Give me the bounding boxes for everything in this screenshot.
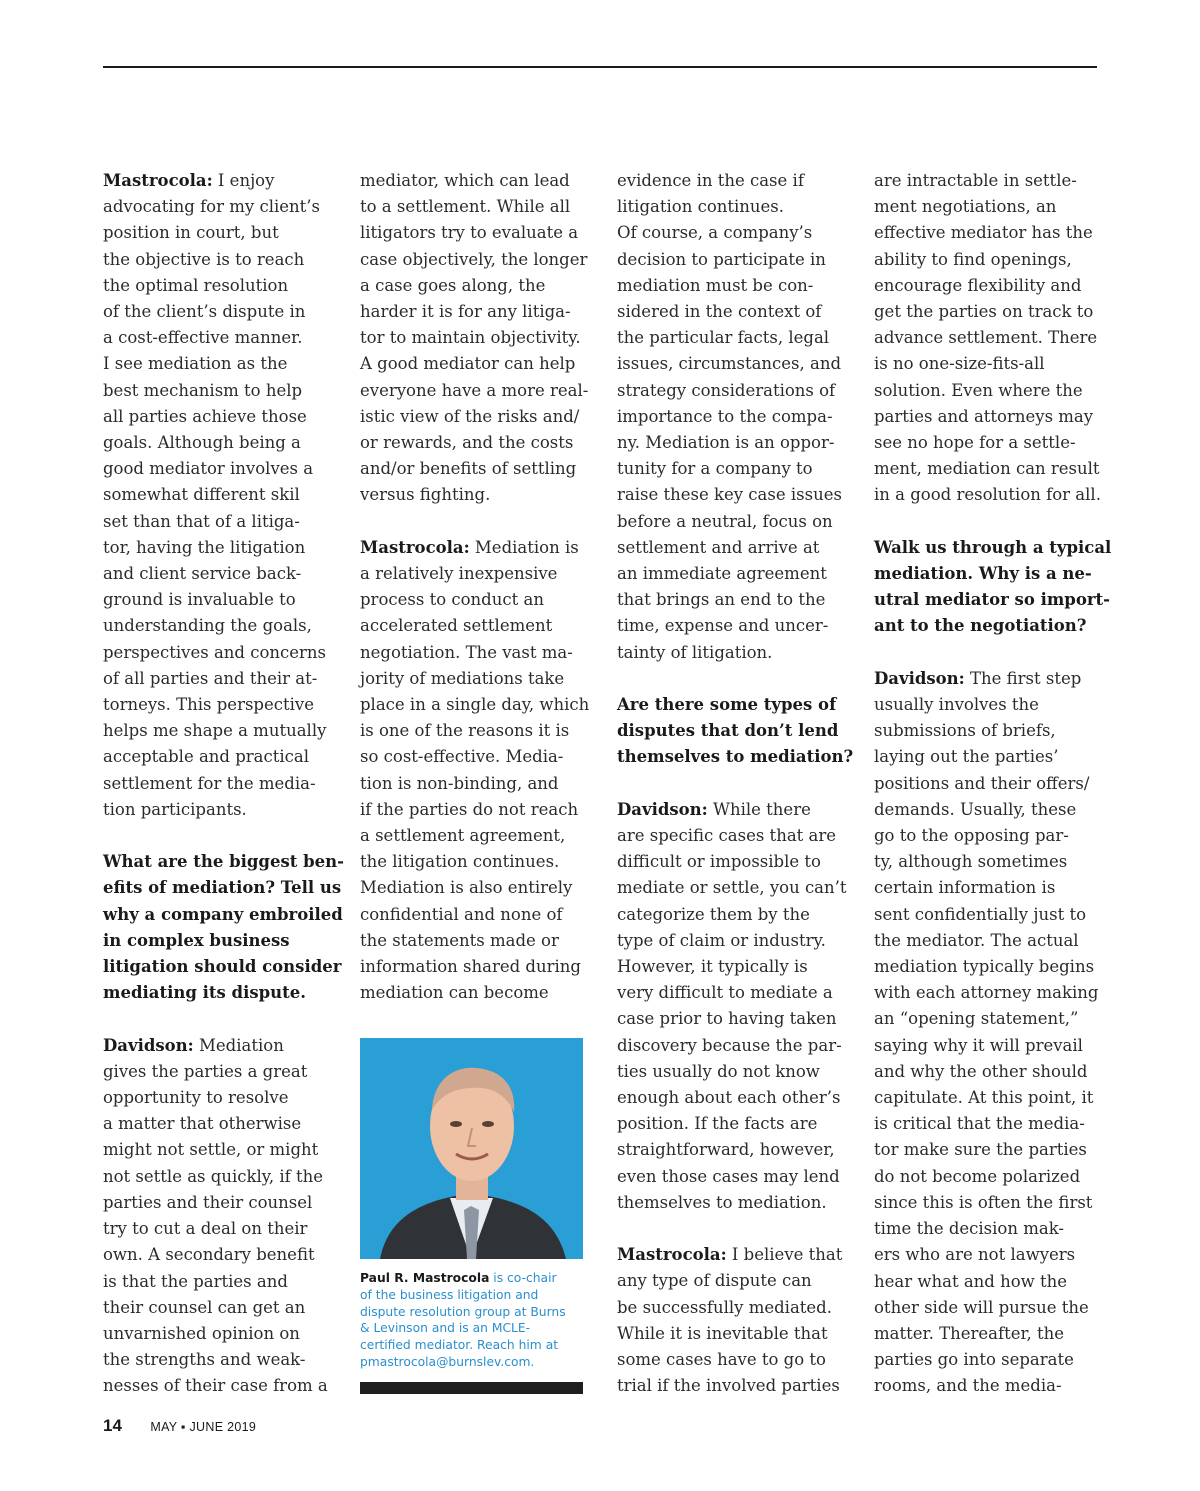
paragraph: Mastrocola: I believe that any type of dispute can be successfully mediated. While it is inevitable that some cases have to go to trial if the involved parties bbox=[617, 1245, 843, 1396]
interview-question: What are the biggest ben- efits of mediation? Tell us why a company embroiled in complex business litigation should consider mediating its dispute. bbox=[103, 852, 344, 1003]
interview-question: Are there some types of disputes that don’t lend themselves to mediation? bbox=[617, 695, 854, 767]
issue-date: MAY ▪ JUNE 2019 bbox=[150, 1420, 257, 1434]
paragraph: Davidson: While there are specific cases that are difficult or impossible to mediate or settle, you can’t categorize them by the type of claim or industry. However, it typically is very difficult to mediate a case prior to having taken discovery because the par- ties usually do not know enough about each other’s position. If the facts are straightforward, however, even those cases may lend themselves to mediation. bbox=[617, 799, 847, 1212]
paragraph: Davidson: The first step usually involves the submissions of briefs, laying out the parties’ positions and their offers/ demands. Usually, these go to the opposing par- ty, although sometimes certain information is sent confidentially just to the mediator. The actual mediation typically begins with each attorney making an “opening statement,” saying why it will prevail and why the other should capitulate. At this point, it is critical that the media- tor make sure the parties do not become polarized since this is often the first time the decision mak- ers who are not lawyers hear what and how the other side will pursue the matter. Thereafter, the parties go into separate rooms, and the media- bbox=[874, 668, 1099, 1396]
caption-bottom-bar bbox=[360, 1382, 583, 1394]
paragraph: Mastrocola: Mediation is a relatively inexpensive process to conduct an accelerated settlement negotiation. The vast ma- jority of mediations take place in a single day, which is one of the reasons it is so cost-effective. Media- tion is non-binding, and if the parties do not reach a settlement agreement, the litigation continues. Mediation is also entirely confidential and none of the statements made or information shared during mediation can become bbox=[360, 537, 590, 1003]
speaker-label: Mastrocola: bbox=[617, 1245, 727, 1265]
paragraph: evidence in the case if litigation continues. Of course, a company’s decision to participate in mediation must be con- sidered in the context of the particular facts, legal issues, circumstances, and strategy considerations of importance to the compa- ny. Mediation is an oppor- tunity for a company to raise these key case issues before a neutral, focus on settlement and arrive at an immediate agreement that brings an end to the time, expense and uncer- tainty of litigation. bbox=[617, 171, 842, 662]
paragraph: are intractable in settle- ment negotiations, an effective mediator has the ability to find openings, encourage flexibility and get the parties on track to advance settlement. There is no one-size-fits-all solution. Even where the parties and attorneys may see no hope for a settle- ment, mediation can result in a good resolution for all. bbox=[874, 171, 1101, 505]
page-footer bbox=[103, 1416, 256, 1436]
column-3 bbox=[617, 168, 854, 1426]
speaker-label: Davidson: bbox=[103, 1035, 194, 1055]
paragraph: mediator, which can lead to a settlement. While all litigators try to evaluate a case objectively, the longer a case goes along, the harder it is for any litiga- tor to maintain objectivity. A good mediator can help everyone have a more real- istic view of the risks and/ or rewards, and the costs and/or benefits of settling versus fighting. bbox=[360, 171, 589, 505]
interview-question: Walk us through a typical mediation. Why is a ne- utral mediator so import- ant to the negotiation? bbox=[874, 537, 1112, 636]
speaker-label: Mastrocola: bbox=[360, 537, 470, 557]
paragraph: Mastrocola: I enjoy advocating for my client’s position in court, but the objective is to reach the optimal resolution of the client’s dispute in a cost-effective manner. I see mediation as the best mechanism to help all parties achieve those goals. Although being a good mediator involves a somewhat different skil set than that of a litiga- tor, having the litigation and client service back- ground is invaluable to understanding the goals, perspectives and concerns of all parties and their at- torneys. This perspective helps me shape a mutually acceptable and practical settlement for the media- tion participants. bbox=[103, 171, 327, 819]
caption-name: Paul R. Mastrocola bbox=[360, 1271, 490, 1285]
paragraph: Davidson: Mediation gives the parties a great opportunity to resolve a matter that otherwise might not settle, or might not settle as quickly, if the parties and their counsel try to cut a deal on their own. A secondary benefit is that the parties and their counsel can get an unvarnished opinion on the strengths and weak- nesses of their case from a bbox=[103, 1035, 328, 1396]
speaker-label: Davidson: bbox=[617, 799, 708, 819]
caption-email: pmastrocola@burnslev.com. bbox=[360, 1354, 535, 1369]
column-1 bbox=[103, 168, 344, 1426]
page-number: 14 bbox=[103, 1416, 122, 1435]
column-4 bbox=[874, 168, 1112, 1426]
speaker-label: Davidson: bbox=[874, 668, 965, 688]
column-2 bbox=[360, 168, 592, 1033]
portrait-illustration bbox=[360, 1038, 583, 1259]
photo-caption: Paul R. Mastrocola is co-chair of the business litigation and dispute resolution group at Burns & Levinson and is an MCLE- certified mediator. Reach him at pmastrocola@burnslev.com. bbox=[360, 1270, 585, 1371]
top-rule bbox=[103, 66, 1097, 68]
speaker-label: Mastrocola: bbox=[103, 171, 213, 190]
author-portrait-photo bbox=[360, 1038, 583, 1259]
